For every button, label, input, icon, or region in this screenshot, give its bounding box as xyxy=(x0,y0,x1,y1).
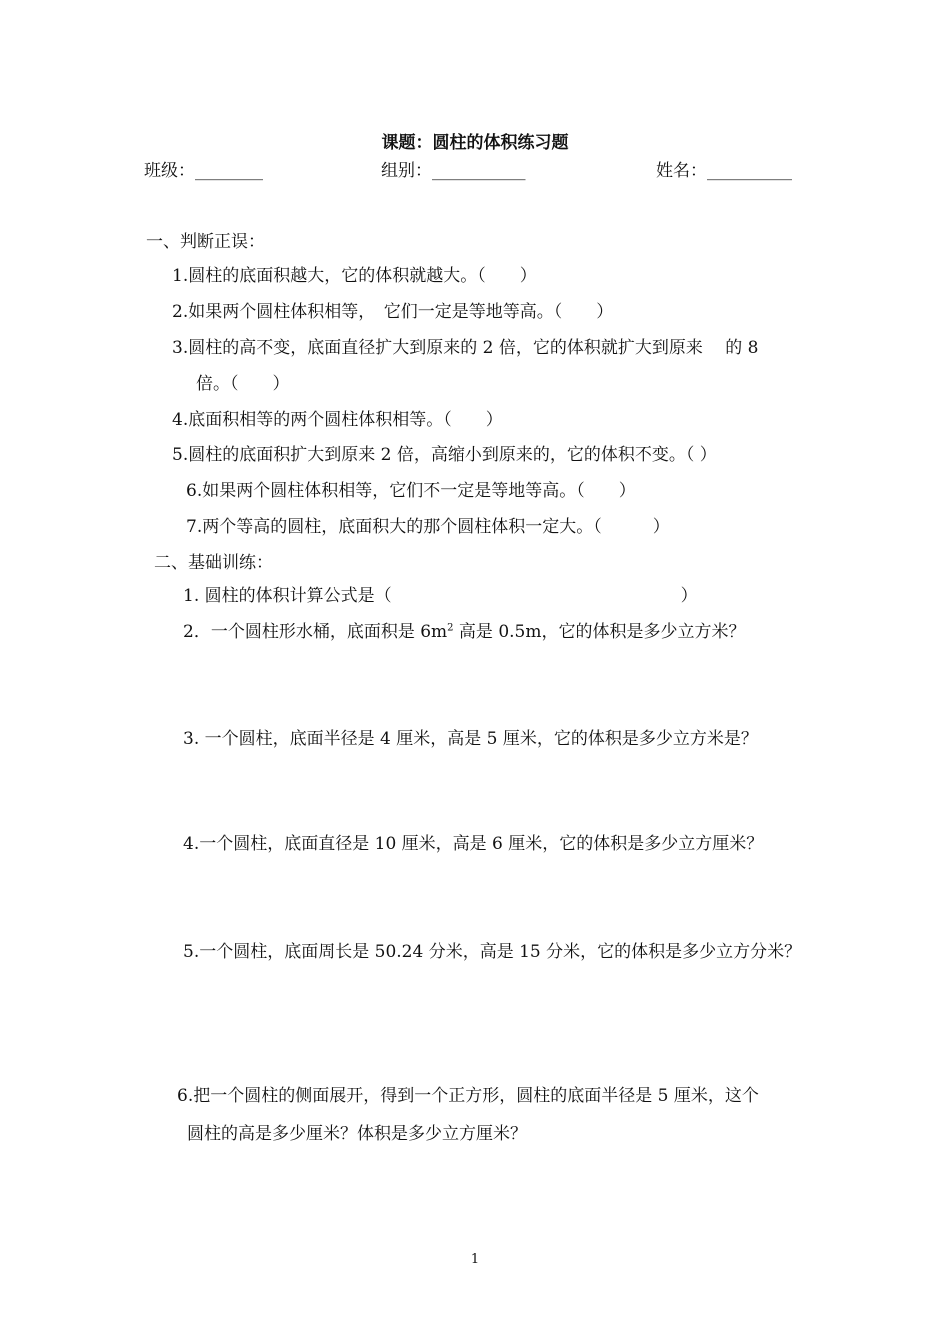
class-field-label: 班级：________ xyxy=(144,161,263,181)
question-1: 1. 圆柱的体积计算公式是（ ） xyxy=(183,586,698,606)
judgement-item-4: 4.底面积相等的两个圆柱体积相等。（ ） xyxy=(172,410,503,430)
page-title: 课题：圆柱的体积练习题 xyxy=(381,133,569,153)
section-heading-basic-training: 二、基础训练： xyxy=(154,553,273,573)
group-field-label: 组别：___________ xyxy=(381,161,526,181)
question-2-text: 2．一个圆柱形水桶，底面积是 6m xyxy=(183,622,448,642)
judgement-item-6: 6.如果两个圆柱体积相等，它们不一定是等地等高。（ ） xyxy=(186,481,636,501)
section-heading-judgement: 一、判断正误： xyxy=(146,232,265,252)
question-3: 3. 一个圆柱，底面半径是 4 厘米，高是 5 厘米，它的体积是多少立方米是？ xyxy=(183,729,758,749)
judgement-item-7: 7.两个等高的圆柱，底面积大的那个圆柱体积一定大。（ ） xyxy=(186,517,670,537)
name-field-label: 姓名：__________ xyxy=(656,161,792,181)
question-2 xyxy=(183,622,746,642)
superscript-2: 2 xyxy=(447,622,454,634)
judgement-item-3: 3.圆柱的高不变，底面直径扩大到原来的 2 倍，它的体积就扩大到原来 的 8 xyxy=(172,338,759,358)
question-5: 5.一个圆柱，底面周长是 50.24 分米，高是 15 分米，它的体积是多少立方分米？ xyxy=(183,942,802,962)
question-2-text-rest: 高是 0.5m，它的体积是多少立方米？ xyxy=(453,622,746,642)
judgement-item-5: 5.圆柱的底面积扩大到原来 2 倍，高缩小到原来的，它的体积不变。（ ） xyxy=(172,445,717,465)
question-6-continued: 圆柱的高是多少厘米？体积是多少立方厘米？ xyxy=(187,1124,527,1144)
judgement-item-1: 1.圆柱的底面积越大，它的体积就越大。（ ） xyxy=(172,266,537,286)
page-number: 1 xyxy=(470,1252,480,1267)
question-4: 4.一个圆柱，底面直径是 10 厘米，高是 6 厘米，它的体积是多少立方厘米？ xyxy=(183,834,764,854)
judgement-item-2: 2.如果两个圆柱体积相等， 它们一定是等地等高。（ ） xyxy=(172,302,614,322)
judgement-item-3-continued: 倍。（ ） xyxy=(196,374,290,394)
question-6: 6.把一个圆柱的侧面展开，得到一个正方形，圆柱的底面半径是 5 厘米，这个 xyxy=(177,1086,759,1106)
